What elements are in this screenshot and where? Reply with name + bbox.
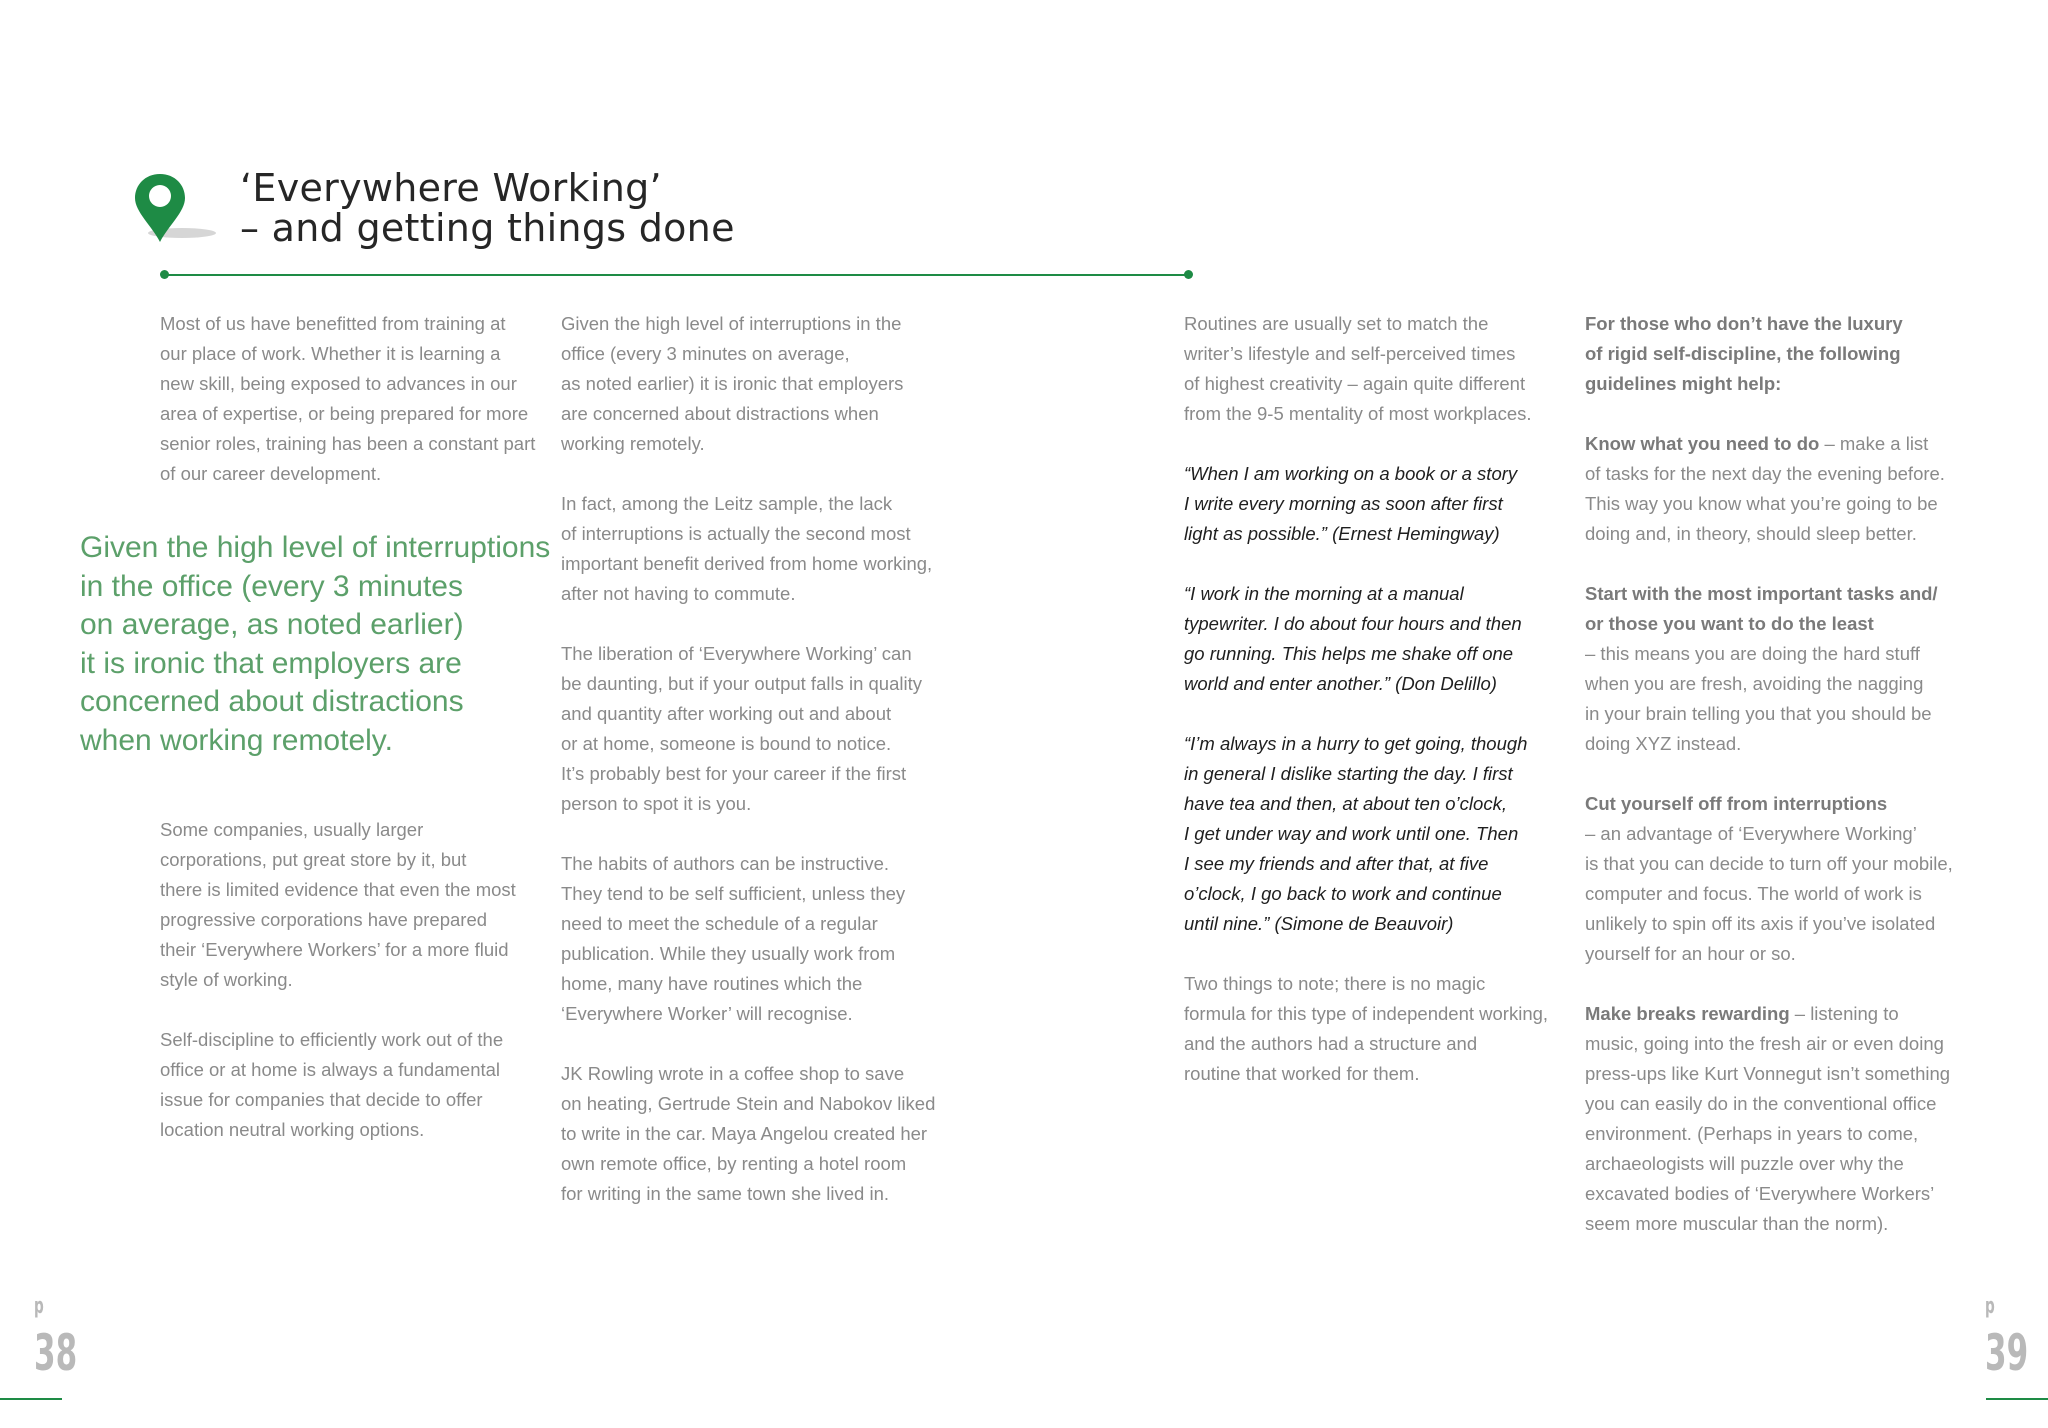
paragraph: Self-discipline to efficiently work out of the office or at home is always a fundamental issue for companies that decide to offer location neutral working options. xyxy=(160,1029,504,1140)
title-line-1: ‘Everywhere Working’ xyxy=(240,166,662,210)
footer-rule-right xyxy=(1986,1398,2048,1400)
page-label: p xyxy=(1985,1294,1995,1319)
paragraph: JK Rowling wrote in a coffee shop to save on heating, Gertrude Stein and Nabokov liked to write in the car. Maya Angelou created her own remote office, by renting a hotel room for writing in the same town she lived in. xyxy=(561,1063,936,1204)
page-number-right xyxy=(1985,1294,2029,1382)
page-number: 38 xyxy=(34,1324,78,1382)
tip-important-tasks: Start with the most important tasks and/ or those you want to do the least – this means you are doing the hard stuff when you are fresh, avoiding the nagging in your brain telling you that you should be doing XYZ instead. xyxy=(1585,583,1938,754)
paragraph: Given the high level of interruptions in the office (every 3 minutes on average, as noted earlier) it is ironic that employers are concerned about distractions when working remotely. xyxy=(561,313,904,454)
column-1-intro xyxy=(160,309,535,489)
paragraph: Routines are usually set to match the writer’s lifestyle and self-perceived times of highest creativity – again quite different from the 9-5 mentality of most workplaces. xyxy=(1184,313,1532,424)
page-title xyxy=(240,168,735,248)
author-quote: “I’m always in a hurry to get going, though in general I dislike starting the day. I first have tea and then, at about ten o’clock, I get under way and work until one. Then I see my friends and after that, at five o’clock, I go back to work and continue until nine.” (Simone de Beauvoir) xyxy=(1184,733,1528,934)
page-label: p xyxy=(34,1294,44,1319)
page-number-left xyxy=(34,1294,78,1382)
column-3 xyxy=(1184,309,1548,1089)
column-2 xyxy=(561,309,935,1209)
title-rule xyxy=(163,274,1190,276)
paragraph: Some companies, usually larger corporations, put great store by it, but there is limited evidence that even the most progressive corporations have prepared their ‘Everywhere Workers’ for a more fluid style of working. xyxy=(160,819,516,990)
author-quote: “When I am working on a book or a story I write every morning as soon after first light as possible.” (Ernest Hemingway) xyxy=(1184,463,1518,544)
page-number: 39 xyxy=(1985,1324,2029,1382)
author-quote: “I work in the morning at a manual typewriter. I do about four hours and then go running. This helps me shake off one world and enter another.” (Don Delillo) xyxy=(1184,583,1522,694)
title-line-2: – and getting things done xyxy=(240,206,735,250)
tip-make-breaks-rewarding: Make breaks rewarding – listening to music, going into the fresh air or even doing press-ups like Kurt Vonnegut isn’t something you can easily do in the conventional office environment. (Perhaps in years to come, archaeologists will puzzle over why the excavated bodies of ‘Everywhere Workers’ seem more muscular than the norm). xyxy=(1585,1003,1951,1234)
tip-know-what-to-do: Know what you need to do – make a list of tasks for the next day the evening before. This way you know what you’re going to be doing and, in theory, should sleep better. xyxy=(1585,433,1945,544)
column-1-body xyxy=(160,815,516,1145)
rule-end-dot-right xyxy=(1184,270,1193,279)
rule-end-dot-left xyxy=(160,270,169,279)
paragraph: The liberation of ‘Everywhere Working’ can be daunting, but if your output falls in quality and quantity after working out and about or at home, someone is bound to notice. It’s probably best for your career if the first person to spot it is you. xyxy=(561,643,922,814)
footer-rule-left xyxy=(0,1398,62,1400)
paragraph: In fact, among the Leitz sample, the lack of interruptions is actually the second most important benefit derived from home working, after not having to commute. xyxy=(561,493,933,604)
tip-cut-interruptions: Cut yourself off from interruptions – an advantage of ‘Everywhere Working’ is that you can decide to turn off your mobile, computer and focus. The world of work is unlikely to spin off its axis if you’ve isolated yourself for an hour or so. xyxy=(1585,793,1953,964)
paragraph: Two things to note; there is no magic formula for this type of independent working, and the authors had a structure and routine that worked for them. xyxy=(1184,973,1549,1084)
paragraph: Most of us have benefitted from training at our place of work. Whether it is learning a new skill, being exposed to advances in our area of expertise, or being prepared for more senior roles, training has been a constant part of our career development. xyxy=(160,313,536,484)
column-4 xyxy=(1585,309,1953,1239)
pull-quote: Given the high level of interruptions in the office (every 3 minutes on average, as noted earlier) it is ironic that employers are concerned about distractions when working remotely. xyxy=(80,531,551,757)
map-pin-icon xyxy=(130,172,220,246)
guidelines-intro: For those who don’t have the luxury of rigid self-discipline, the following guidelines might help: xyxy=(1585,313,1903,394)
paragraph: The habits of authors can be instructive. They tend to be self sufficient, unless they need to meet the schedule of a regular publication. While they usually work from home, many have routines which the ‘Everywhere Worker’ will recognise. xyxy=(561,853,906,1024)
